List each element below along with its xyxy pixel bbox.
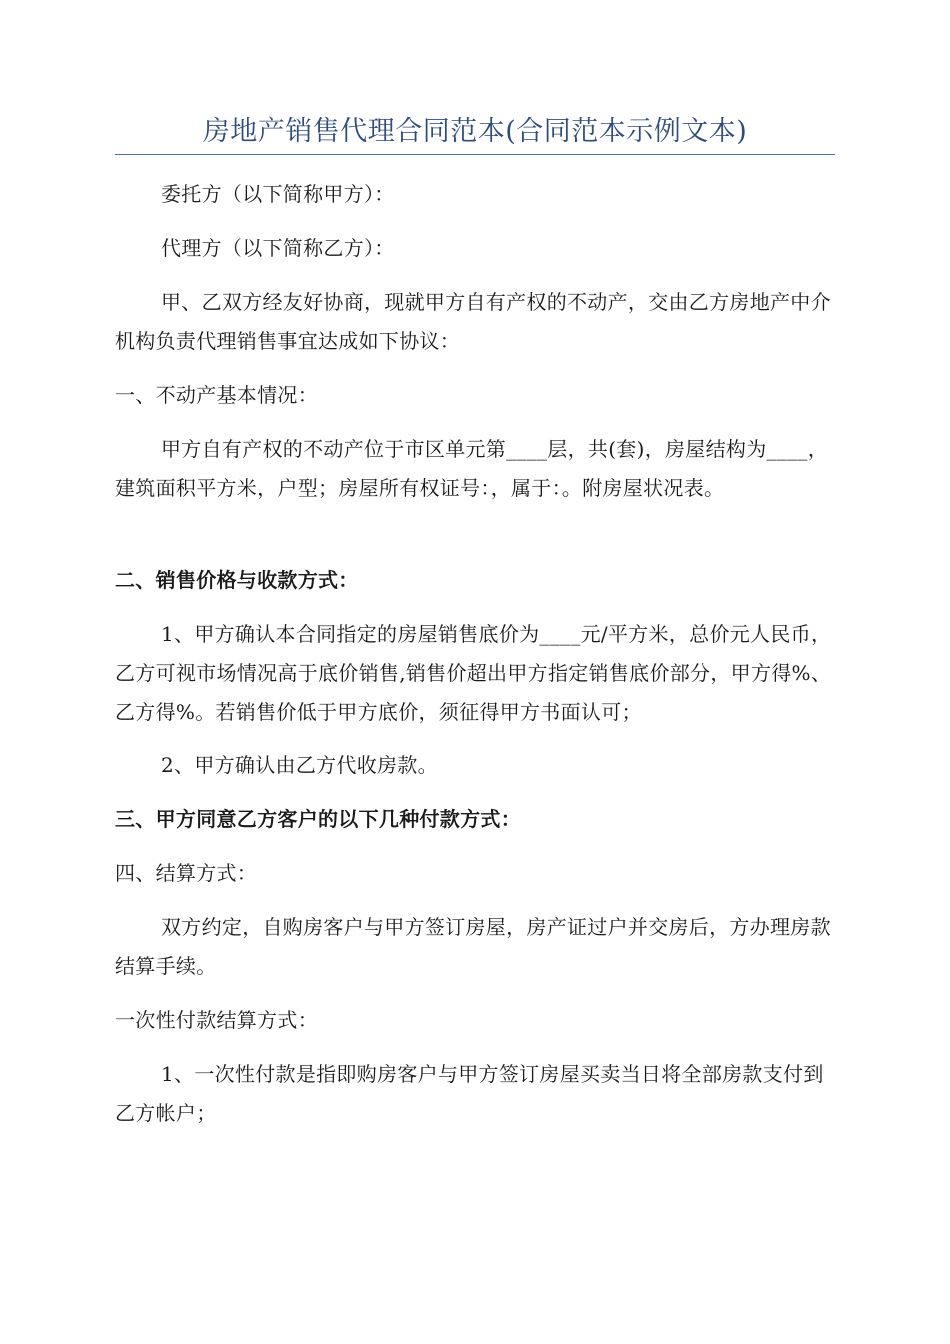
paragraph-collection-clause: 2、甲方确认由乙方代收房款。 (161, 753, 438, 777)
paragraph-agent: 代理方（以下简称乙方）： (161, 236, 395, 260)
paragraph-property-info: 甲方自有产权的不动产位于市区单元第____层，共(套)，房屋结构为____，建筑面积平方米，户型；房屋所有权证号：，属于：。附房屋状况表。 (115, 437, 829, 500)
paragraph-settlement: 双方约定，自购房客户与甲方签订房屋，房产证过户并交房后，方办理房款结算手续。 (115, 915, 831, 978)
document-title: 房地产销售代理合同范本(合同范本示例文本) (202, 116, 748, 147)
heading-section-4: 四、结算方式： (115, 861, 258, 885)
paragraph-intro: 甲、乙双方经友好协商，现就甲方自有产权的不动产，交由乙方房地产中介机构负责代理销售事宜达成如下协议： (115, 290, 831, 353)
heading-section-3: 三、甲方同意乙方客户的以下几种付款方式： (115, 807, 521, 831)
paragraph-principal: 委托方（以下简称甲方）： (161, 182, 395, 206)
paragraph-price-clause: 1、甲方确认本合同指定的房屋销售底价为____元/平方米，总价元人民币，乙方可视市场情况高于底价销售,销售价超出甲方指定销售底价部分，甲方得%、乙方得%。若销售价低于甲方底价，须征得甲方书面认可； (115, 622, 832, 724)
heading-lump-sum: 一次性付款结算方式： (115, 1008, 318, 1032)
title-underline (115, 154, 835, 155)
paragraph-lump-sum-payment: 1、一次性付款是指即购房客户与甲方签订房屋买卖当日将全部房款支付到乙方帐户； (115, 1062, 824, 1125)
heading-section-1: 一、不动产基本情况： (115, 383, 318, 407)
heading-section-2: 二、销售价格与收款方式： (115, 568, 359, 592)
